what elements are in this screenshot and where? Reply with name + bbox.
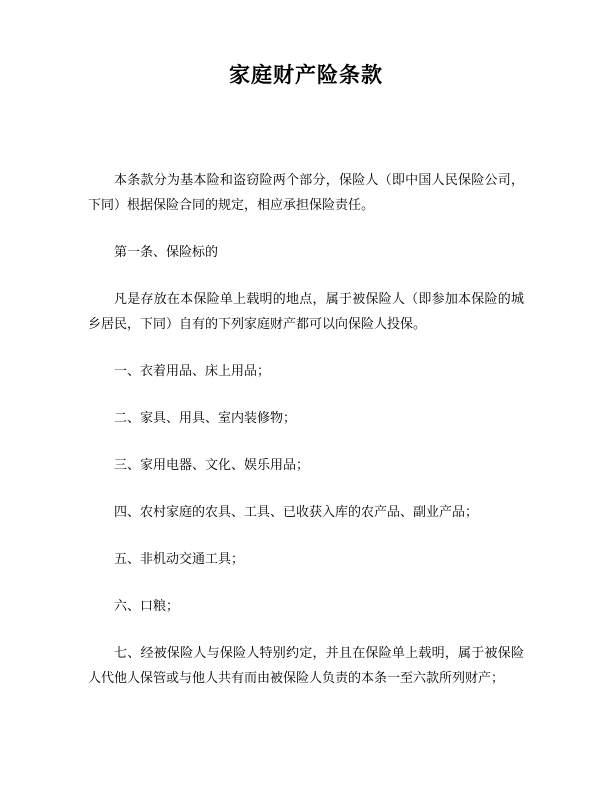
list-item-4: 四、农村家庭的农具、工具、已收获入库的农产品、副业产品； — [114, 504, 479, 520]
paragraph-scope: 凡是存放在本保险单上载明的地点，属于被保险人（即参加本保险的城乡居民，下同）自有的下列家庭财产都可以向保险人投保。 — [88, 291, 524, 332]
document-title: 家庭财产险条款 — [229, 63, 383, 87]
list-item-1: 一、衣着用品、床上用品； — [114, 363, 271, 379]
list-item-2: 二、家具、用具、室内装修物； — [114, 410, 297, 426]
section-heading-article-1: 第一条、保险标的 — [114, 244, 219, 260]
paragraph-intro: 本条款分为基本险和盗窃险两个部分，保险人（即中国人民保险公司，下同）根据保险合同的规定，相应承担保险责任。 — [88, 172, 524, 213]
list-item-5: 五、非机动交通工具； — [114, 551, 245, 567]
list-item-7: 七、经被保险人与保险人特别约定，并且在保险单上载明，属于被保险人代他人保管或与他人共有而由被保险人负责的本条一至六款所列财产； — [88, 645, 524, 686]
document-body — [88, 167, 524, 690]
list-item-3: 三、家用电器、文化、娱乐用品； — [114, 457, 310, 473]
list-item-6: 六、口粮； — [114, 598, 180, 614]
